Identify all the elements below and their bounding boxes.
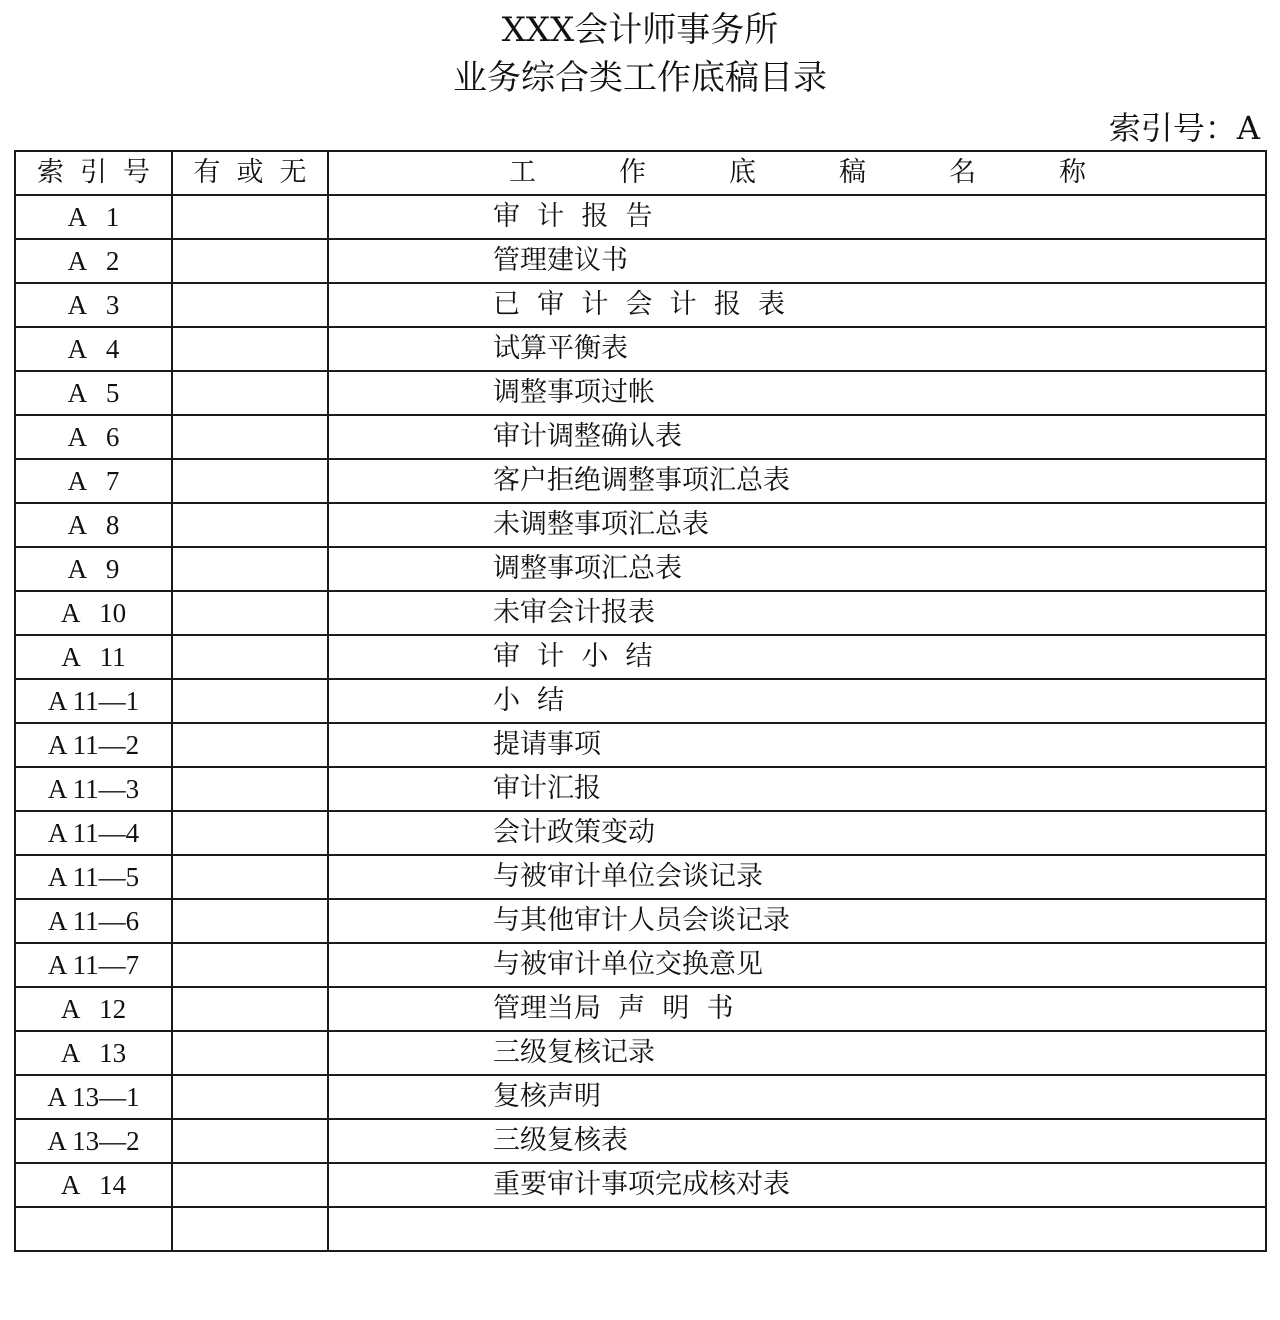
row-index: A 11—6	[15, 899, 172, 943]
row-has-or-not-cell[interactable]	[172, 283, 328, 327]
table-row	[15, 679, 1266, 723]
table-row	[15, 811, 1266, 855]
row-workpaper-name: 审 计 小 结	[328, 635, 1266, 679]
row-index: A 3	[15, 283, 172, 327]
row-index: A 12	[15, 987, 172, 1031]
row-has-or-not-cell[interactable]	[172, 1119, 328, 1163]
row-workpaper-name	[328, 1207, 1266, 1251]
table-row	[15, 459, 1266, 503]
row-workpaper-name: 重要审计事项完成核对表	[328, 1163, 1266, 1207]
table-row	[15, 855, 1266, 899]
table-row	[15, 591, 1266, 635]
row-has-or-not-cell[interactable]	[172, 899, 328, 943]
row-index: A 11—1	[15, 679, 172, 723]
row-has-or-not-cell[interactable]	[172, 1207, 328, 1251]
row-has-or-not-cell[interactable]	[172, 239, 328, 283]
row-has-or-not-cell[interactable]	[172, 195, 328, 239]
row-has-or-not-cell[interactable]	[172, 327, 328, 371]
row-has-or-not-cell[interactable]	[172, 943, 328, 987]
table-row	[15, 635, 1266, 679]
row-workpaper-name: 审计汇报	[328, 767, 1266, 811]
row-workpaper-name: 与被审计单位会谈记录	[328, 855, 1266, 899]
header-has-or-not: 有或无	[172, 151, 328, 195]
header-name-char: 名	[949, 157, 976, 188]
row-index: A 4	[15, 327, 172, 371]
row-workpaper-name: 已 审 计 会 计 报 表	[328, 283, 1266, 327]
row-index: A 5	[15, 371, 172, 415]
header-name-char: 称	[1059, 157, 1086, 188]
row-index: A 11	[15, 635, 172, 679]
row-has-or-not-cell[interactable]	[172, 767, 328, 811]
header-name-char: 作	[619, 157, 646, 188]
table-row	[15, 1119, 1266, 1163]
row-has-or-not-cell[interactable]	[172, 503, 328, 547]
row-index: A 6	[15, 415, 172, 459]
table-row	[15, 987, 1266, 1031]
row-index: A 11—3	[15, 767, 172, 811]
workpaper-directory-table	[14, 150, 1267, 1252]
table-row	[15, 371, 1266, 415]
row-workpaper-name: 未审会计报表	[328, 591, 1266, 635]
row-index: A 10	[15, 591, 172, 635]
row-workpaper-name: 三级复核表	[328, 1119, 1266, 1163]
index-number-label: 索引号：A	[1108, 109, 1260, 147]
header-name-char: 工	[509, 157, 536, 188]
row-workpaper-name: 调整事项汇总表	[328, 547, 1266, 591]
row-has-or-not-cell[interactable]	[172, 547, 328, 591]
table-row	[15, 547, 1266, 591]
row-index: A 8	[15, 503, 172, 547]
row-workpaper-name: 未调整事项汇总表	[328, 503, 1266, 547]
row-index: A 13—2	[15, 1119, 172, 1163]
header-name-char: 底	[729, 157, 756, 188]
row-workpaper-name: 会计政策变动	[328, 811, 1266, 855]
table-row	[15, 943, 1266, 987]
row-workpaper-name: 试算平衡表	[328, 327, 1266, 371]
table-row	[15, 723, 1266, 767]
table-row	[15, 415, 1266, 459]
row-index: A 11—2	[15, 723, 172, 767]
row-workpaper-name: 与其他审计人员会谈记录	[328, 899, 1266, 943]
row-index: A 13—1	[15, 1075, 172, 1119]
row-has-or-not-cell[interactable]	[172, 371, 328, 415]
row-index: A 2	[15, 239, 172, 283]
table-row	[15, 1075, 1266, 1119]
table-row	[15, 195, 1266, 239]
row-workpaper-name: 管理建议书	[328, 239, 1266, 283]
table-row	[15, 1207, 1266, 1251]
row-workpaper-name: 调整事项过帐	[328, 371, 1266, 415]
table-row	[15, 283, 1266, 327]
row-index: A 1	[15, 195, 172, 239]
row-workpaper-name: 与被审计单位交换意见	[328, 943, 1266, 987]
firm-title: XXX会计师事务所	[501, 10, 779, 50]
row-index: A 11—5	[15, 855, 172, 899]
header-workpaper-name	[328, 151, 1266, 195]
row-has-or-not-cell[interactable]	[172, 459, 328, 503]
row-index: A 7	[15, 459, 172, 503]
row-has-or-not-cell[interactable]	[172, 723, 328, 767]
row-index: A 11—4	[15, 811, 172, 855]
header-name-char: 稿	[839, 157, 866, 188]
header-index: 索引号	[15, 151, 172, 195]
table-row	[15, 899, 1266, 943]
row-has-or-not-cell[interactable]	[172, 1031, 328, 1075]
table-row	[15, 503, 1266, 547]
row-workpaper-name: 管理当局 声 明 书	[328, 987, 1266, 1031]
row-index	[15, 1207, 172, 1251]
row-has-or-not-cell[interactable]	[172, 635, 328, 679]
table-row	[15, 1163, 1266, 1207]
row-has-or-not-cell[interactable]	[172, 591, 328, 635]
table-row	[15, 327, 1266, 371]
row-workpaper-name: 客户拒绝调整事项汇总表	[328, 459, 1266, 503]
row-index: A 11—7	[15, 943, 172, 987]
row-has-or-not-cell[interactable]	[172, 1163, 328, 1207]
row-has-or-not-cell[interactable]	[172, 987, 328, 1031]
directory-title: 业务综合类工作底稿目录	[453, 58, 827, 98]
row-workpaper-name: 审 计 报 告	[328, 195, 1266, 239]
row-has-or-not-cell[interactable]	[172, 855, 328, 899]
row-has-or-not-cell[interactable]	[172, 415, 328, 459]
row-index: A 13	[15, 1031, 172, 1075]
table-header-row	[15, 151, 1266, 195]
row-workpaper-name: 复核声明	[328, 1075, 1266, 1119]
table-row	[15, 1031, 1266, 1075]
row-index: A 14	[15, 1163, 172, 1207]
table-row	[15, 239, 1266, 283]
row-has-or-not-cell[interactable]	[172, 1075, 328, 1119]
row-has-or-not-cell[interactable]	[172, 811, 328, 855]
row-has-or-not-cell[interactable]	[172, 679, 328, 723]
row-workpaper-name: 提请事项	[328, 723, 1266, 767]
table-row	[15, 767, 1266, 811]
row-workpaper-name: 审计调整确认表	[328, 415, 1266, 459]
row-index: A 9	[15, 547, 172, 591]
row-workpaper-name: 小 结	[328, 679, 1266, 723]
row-workpaper-name: 三级复核记录	[328, 1031, 1266, 1075]
